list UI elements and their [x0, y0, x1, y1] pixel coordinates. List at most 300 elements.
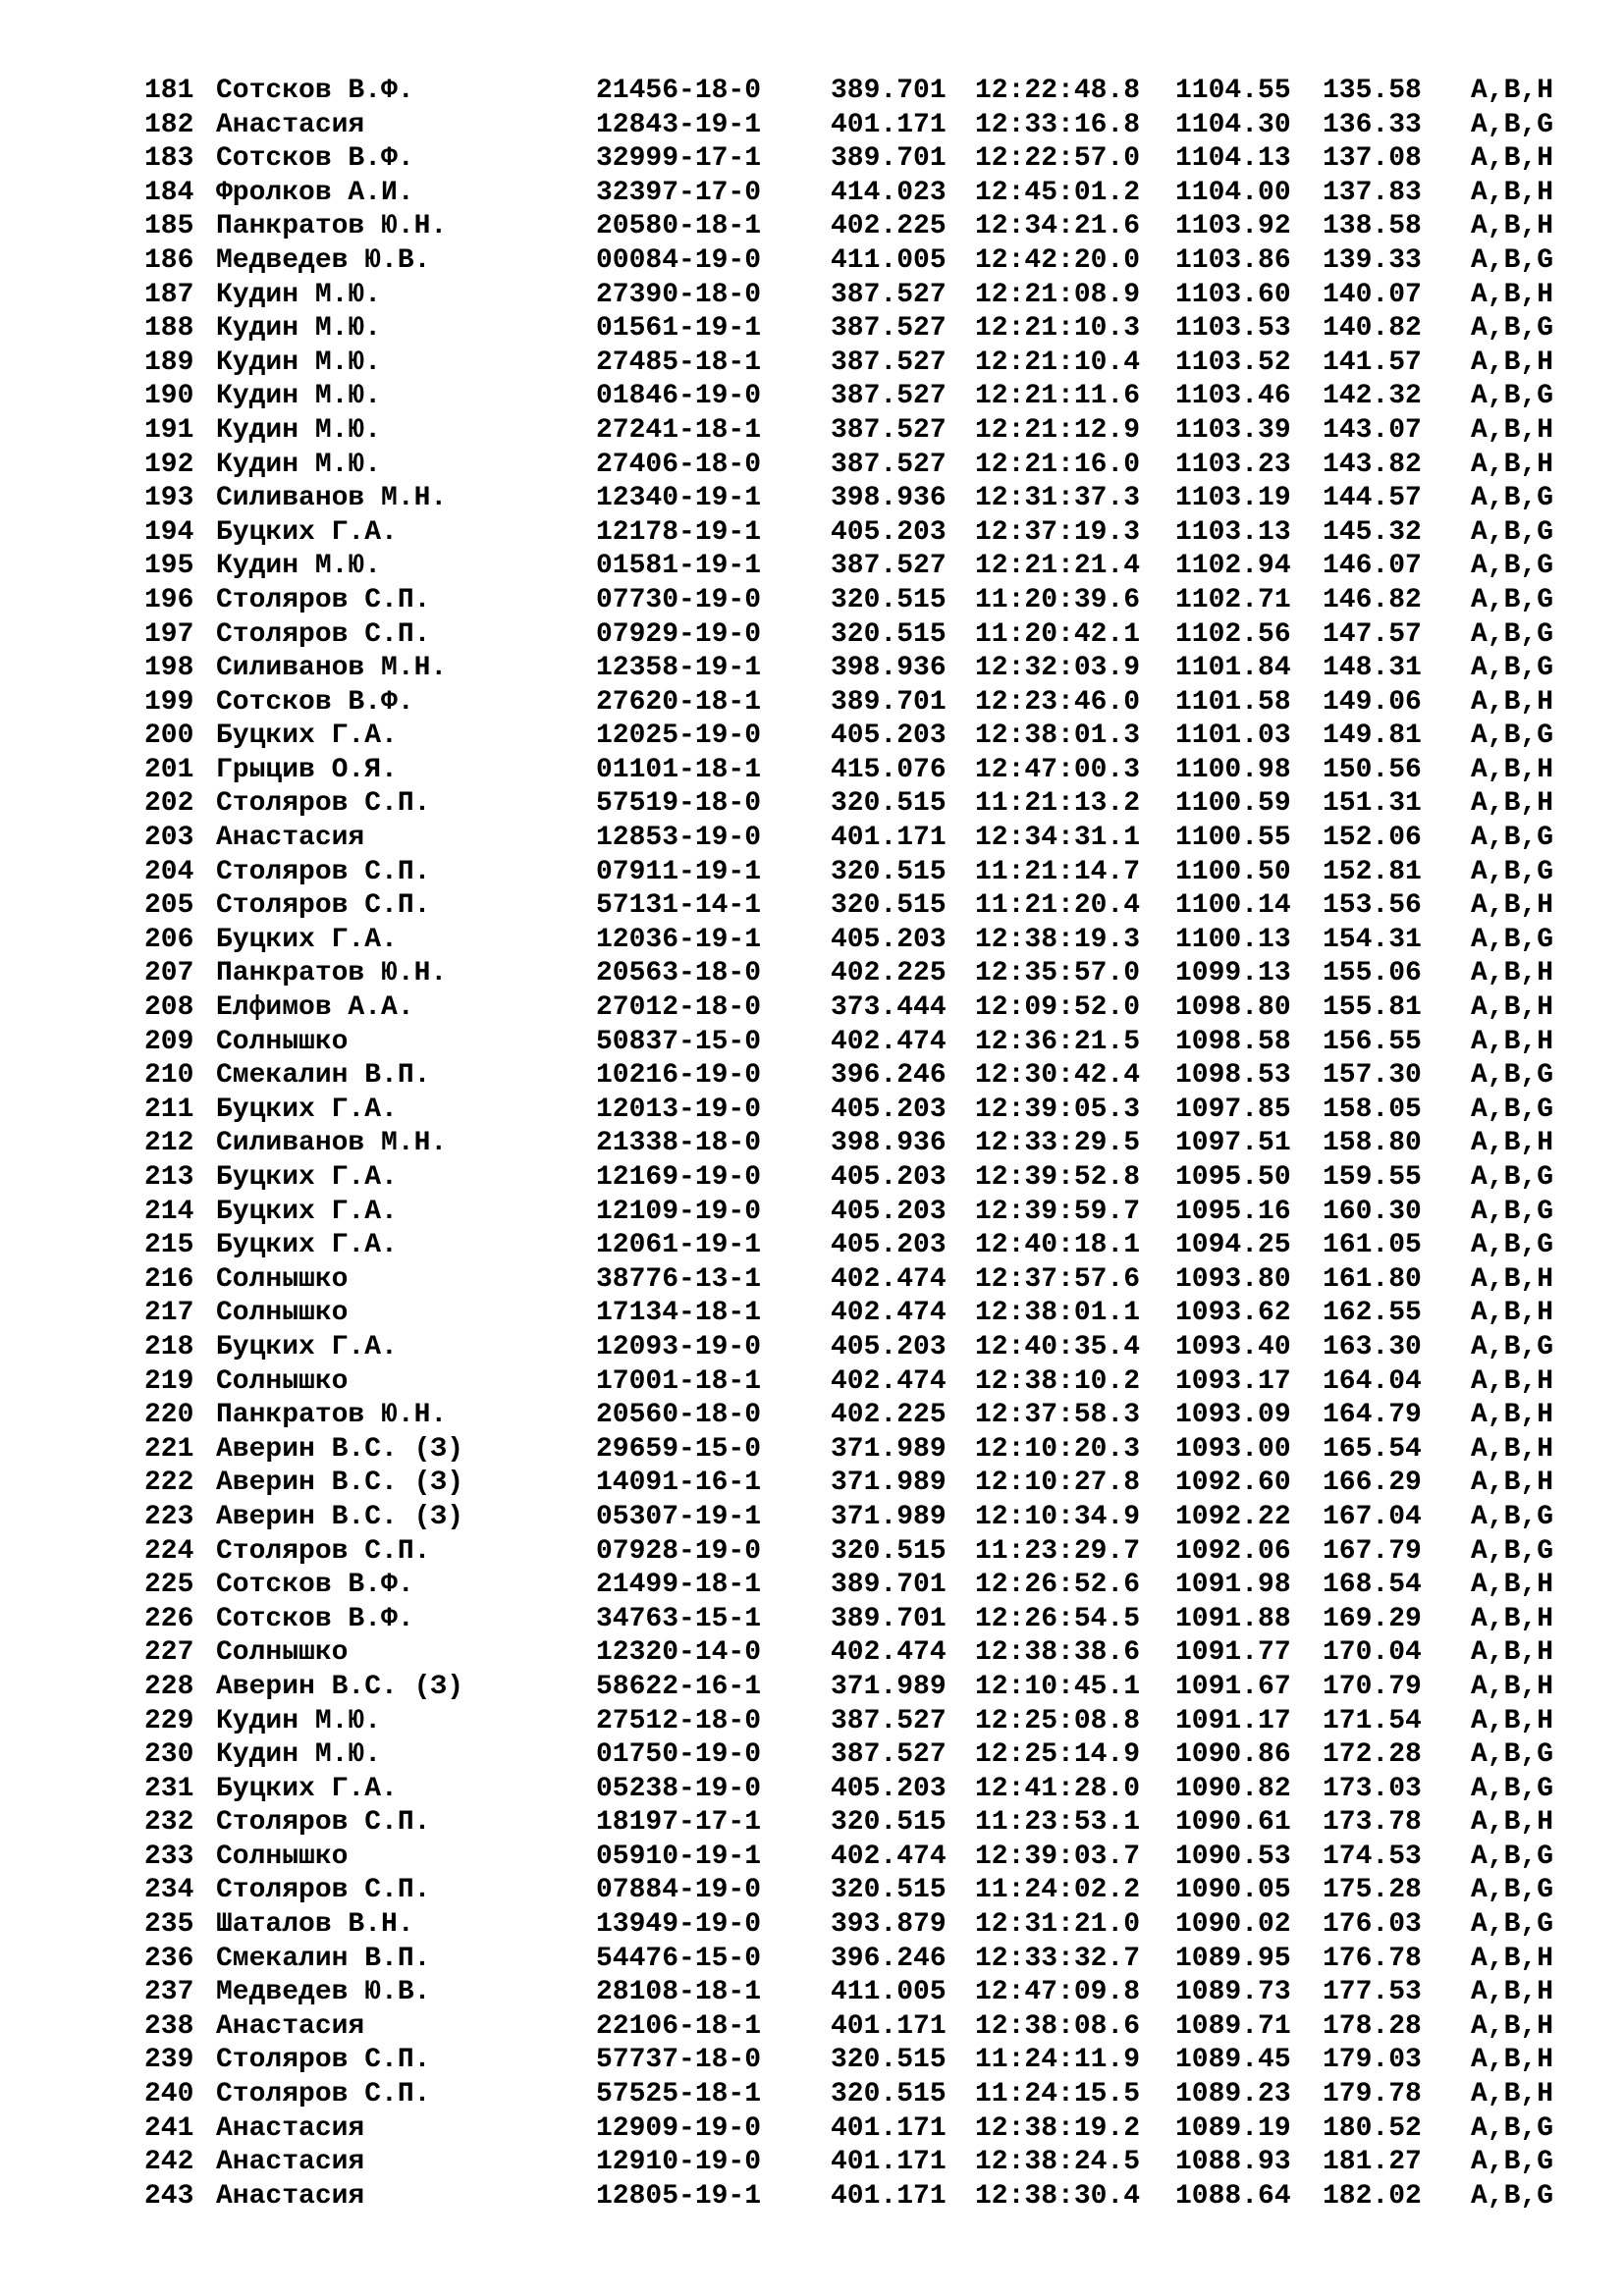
row-coefficient: 151.31: [1323, 788, 1422, 820]
row-name: Столяров С.П.: [216, 618, 431, 650]
row-place: 207: [144, 958, 194, 989]
table-row: [144, 1908, 1558, 1943]
row-arrival-time: 12:21:10.3: [975, 313, 1141, 345]
row-name: Кудин М.Ю.: [216, 1739, 382, 1771]
row-place: 192: [144, 449, 194, 480]
row-coefficient: 181.27: [1323, 2147, 1422, 2178]
row-name: Силиванов М.Н.: [216, 1128, 448, 1159]
row-ring-number: 05307-19-1: [596, 1501, 762, 1532]
row-name: Елфимов А.А.: [216, 992, 414, 1024]
row-coefficient: 179.78: [1323, 2079, 1422, 2110]
row-ring-number: 27485-18-1: [596, 347, 762, 378]
row-speed: 1093.40: [1175, 1331, 1291, 1362]
row-flags: A,B,G: [1471, 1535, 1554, 1567]
row-flags: A,B,G: [1471, 1739, 1554, 1771]
row-distance: 402.225: [831, 1400, 947, 1431]
row-place: 223: [144, 1501, 194, 1532]
row-speed: 1091.67: [1175, 1671, 1291, 1702]
table-row: [144, 1127, 1558, 1161]
row-flags: A,B,G: [1471, 381, 1554, 412]
row-name: Смекалин В.П.: [216, 1060, 431, 1092]
row-place: 209: [144, 1026, 194, 1057]
row-ring-number: 13949-19-0: [596, 1909, 762, 1941]
row-distance: 405.203: [831, 924, 947, 955]
row-arrival-time: 12:21:10.4: [975, 347, 1141, 378]
row-name: Аверин В.С. (З): [216, 1501, 464, 1532]
row-coefficient: 164.79: [1323, 1400, 1422, 1431]
row-arrival-time: 12:39:59.7: [975, 1196, 1141, 1227]
row-flags: A,B,G: [1471, 244, 1554, 276]
row-ring-number: 27406-18-0: [596, 449, 762, 480]
table-row: [144, 1841, 1558, 1875]
row-arrival-time: 12:37:19.3: [975, 516, 1141, 548]
row-name: Кудин М.Ю.: [216, 347, 382, 378]
row-place: 199: [144, 686, 194, 718]
row-ring-number: 12061-19-1: [596, 1230, 762, 1261]
row-name: Кудин М.Ю.: [216, 414, 382, 446]
row-place: 187: [144, 279, 194, 310]
row-flags: A,B,G: [1471, 584, 1554, 615]
row-distance: 387.527: [831, 449, 947, 480]
row-arrival-time: 12:21:21.4: [975, 551, 1141, 582]
row-name: Столяров С.П.: [216, 890, 431, 922]
row-name: Панкратов Ю.Н.: [216, 1400, 448, 1431]
row-name: Столяров С.П.: [216, 1807, 431, 1839]
row-place: 215: [144, 1230, 194, 1261]
row-place: 238: [144, 2010, 194, 2042]
row-flags: A,B,G: [1471, 1230, 1554, 1261]
row-flags: A,B,G: [1471, 1060, 1554, 1092]
row-place: 240: [144, 2079, 194, 2110]
row-ring-number: 12109-19-0: [596, 1196, 762, 1227]
table-row: [144, 2010, 1558, 2045]
row-speed: 1098.80: [1175, 992, 1291, 1024]
row-speed: 1101.58: [1175, 686, 1291, 718]
row-flags: A,B,H: [1471, 1365, 1554, 1397]
row-flags: A,B,H: [1471, 2045, 1554, 2076]
row-speed: 1093.09: [1175, 1400, 1291, 1431]
row-flags: A,B,H: [1471, 1468, 1554, 1499]
row-ring-number: 05910-19-1: [596, 1841, 762, 1872]
row-flags: A,B,H: [1471, 2010, 1554, 2042]
table-row: [144, 1331, 1558, 1365]
table-row: [144, 1467, 1558, 1501]
row-place: 195: [144, 551, 194, 582]
row-ring-number: 01750-19-0: [596, 1739, 762, 1771]
row-arrival-time: 12:22:57.0: [975, 143, 1141, 175]
row-ring-number: 21338-18-0: [596, 1128, 762, 1159]
row-coefficient: 172.28: [1323, 1739, 1422, 1771]
row-arrival-time: 12:10:27.8: [975, 1468, 1141, 1499]
row-coefficient: 139.33: [1323, 244, 1422, 276]
row-coefficient: 173.78: [1323, 1807, 1422, 1839]
row-distance: 371.989: [831, 1468, 947, 1499]
table-row: [144, 1161, 1558, 1196]
row-distance: 373.444: [831, 992, 947, 1024]
table-row: [144, 2180, 1558, 2215]
row-arrival-time: 11:23:29.7: [975, 1535, 1141, 1567]
row-ring-number: 12358-19-1: [596, 653, 762, 684]
row-coefficient: 150.56: [1323, 754, 1422, 785]
table-row: [144, 822, 1558, 856]
row-name: Кудин М.Ю.: [216, 279, 382, 310]
row-speed: 1102.94: [1175, 551, 1291, 582]
row-name: Буцких Г.А.: [216, 1230, 398, 1261]
row-flags: A,B,H: [1471, 76, 1554, 106]
row-distance: 387.527: [831, 347, 947, 378]
table-row: [144, 1433, 1558, 1468]
row-place: 218: [144, 1331, 194, 1362]
row-coefficient: 140.07: [1323, 279, 1422, 310]
row-arrival-time: 12:22:48.8: [975, 76, 1141, 106]
row-name: Сотсков В.Ф.: [216, 76, 414, 106]
row-arrival-time: 11:21:14.7: [975, 856, 1141, 887]
row-arrival-time: 12:47:00.3: [975, 754, 1141, 785]
row-coefficient: 170.04: [1323, 1637, 1422, 1669]
row-place: 241: [144, 2112, 194, 2144]
row-name: Столяров С.П.: [216, 1875, 431, 1906]
row-arrival-time: 12:23:46.0: [975, 686, 1141, 718]
row-arrival-time: 12:26:54.5: [975, 1603, 1141, 1634]
table-row: [144, 1501, 1558, 1535]
table-row: [144, 1399, 1558, 1433]
row-coefficient: 164.04: [1323, 1365, 1422, 1397]
table-row: [144, 279, 1558, 313]
row-name: Солнышко: [216, 1365, 349, 1397]
row-ring-number: 27241-18-1: [596, 414, 762, 446]
row-arrival-time: 12:09:52.0: [975, 992, 1141, 1024]
row-flags: A,B,H: [1471, 414, 1554, 446]
row-name: Буцких Г.А.: [216, 1094, 398, 1125]
row-speed: 1089.23: [1175, 2079, 1291, 2110]
row-speed: 1100.55: [1175, 823, 1291, 854]
row-ring-number: 07730-19-0: [596, 584, 762, 615]
row-distance: 371.989: [831, 1501, 947, 1532]
row-distance: 414.023: [831, 177, 947, 208]
row-name: Кудин М.Ю.: [216, 449, 382, 480]
row-arrival-time: 12:30:42.4: [975, 1060, 1141, 1092]
row-place: 236: [144, 1943, 194, 1974]
row-ring-number: 12843-19-1: [596, 109, 762, 140]
row-ring-number: 20563-18-0: [596, 958, 762, 989]
row-flags: A,B,G: [1471, 1162, 1554, 1193]
table-row: [144, 1705, 1558, 1739]
table-row: [144, 1943, 1558, 1977]
row-place: 196: [144, 584, 194, 615]
table-row: [144, 1569, 1558, 1603]
row-speed: 1090.53: [1175, 1841, 1291, 1872]
row-place: 198: [144, 653, 194, 684]
row-ring-number: 07884-19-0: [596, 1875, 762, 1906]
row-coefficient: 163.30: [1323, 1331, 1422, 1362]
row-speed: 1088.93: [1175, 2147, 1291, 2178]
row-name: Буцких Г.А.: [216, 721, 398, 752]
row-coefficient: 167.79: [1323, 1535, 1422, 1567]
row-name: Смекалин В.П.: [216, 1943, 431, 1974]
row-speed: 1090.05: [1175, 1875, 1291, 1906]
row-arrival-time: 12:26:52.6: [975, 1570, 1141, 1601]
row-coefficient: 135.58: [1323, 76, 1422, 106]
row-place: 230: [144, 1739, 194, 1771]
table-row: [144, 584, 1558, 618]
row-arrival-time: 12:33:16.8: [975, 109, 1141, 140]
row-coefficient: 137.08: [1323, 143, 1422, 175]
row-ring-number: 28108-18-1: [596, 1977, 762, 2008]
row-arrival-time: 12:38:38.6: [975, 1637, 1141, 1669]
row-arrival-time: 12:21:11.6: [975, 381, 1141, 412]
row-speed: 1104.13: [1175, 143, 1291, 175]
row-distance: 389.701: [831, 143, 947, 175]
row-ring-number: 17134-18-1: [596, 1298, 762, 1329]
row-ring-number: 57525-18-1: [596, 2079, 762, 2110]
row-distance: 405.203: [831, 1162, 947, 1193]
table-row: [144, 2078, 1558, 2112]
row-distance: 320.515: [831, 584, 947, 615]
row-ring-number: 54476-15-0: [596, 1943, 762, 1974]
row-ring-number: 12178-19-1: [596, 516, 762, 548]
row-coefficient: 152.06: [1323, 823, 1422, 854]
row-distance: 387.527: [831, 279, 947, 310]
row-place: 239: [144, 2045, 194, 2076]
row-name: Грыцив О.Я.: [216, 754, 398, 785]
table-row: [144, 2112, 1558, 2147]
row-flags: A,B,H: [1471, 1943, 1554, 1974]
row-speed: 1101.03: [1175, 721, 1291, 752]
row-name: Шаталов В.Н.: [216, 1909, 414, 1941]
row-distance: 396.246: [831, 1060, 947, 1092]
row-distance: 371.989: [831, 1671, 947, 1702]
row-flags: A,B,H: [1471, 1570, 1554, 1601]
row-coefficient: 178.28: [1323, 2010, 1422, 2042]
row-distance: 398.936: [831, 653, 947, 684]
row-arrival-time: 12:38:19.3: [975, 924, 1141, 955]
row-ring-number: 12805-19-1: [596, 2180, 762, 2212]
row-speed: 1099.13: [1175, 958, 1291, 989]
table-row: [144, 380, 1558, 414]
row-place: 224: [144, 1535, 194, 1567]
row-speed: 1104.00: [1175, 177, 1291, 208]
table-row: [144, 109, 1558, 143]
table-row: [144, 312, 1558, 347]
row-name: Аверин В.С. (З): [216, 1433, 464, 1465]
row-flags: A,B,G: [1471, 1501, 1554, 1532]
row-speed: 1091.17: [1175, 1705, 1291, 1736]
row-coefficient: 174.53: [1323, 1841, 1422, 1872]
row-ring-number: 57131-14-1: [596, 890, 762, 922]
table-row: [144, 75, 1558, 109]
row-speed: 1100.13: [1175, 924, 1291, 955]
row-ring-number: 20560-18-0: [596, 1400, 762, 1431]
row-speed: 1103.19: [1175, 483, 1291, 514]
row-coefficient: 156.55: [1323, 1026, 1422, 1057]
row-arrival-time: 12:10:20.3: [975, 1433, 1141, 1465]
row-coefficient: 182.02: [1323, 2180, 1422, 2212]
row-coefficient: 177.53: [1323, 1977, 1422, 2008]
row-coefficient: 155.06: [1323, 958, 1422, 989]
row-speed: 1095.16: [1175, 1196, 1291, 1227]
row-coefficient: 179.03: [1323, 2045, 1422, 2076]
row-coefficient: 160.30: [1323, 1196, 1422, 1227]
row-speed: 1091.98: [1175, 1570, 1291, 1601]
row-distance: 387.527: [831, 551, 947, 582]
row-arrival-time: 11:20:39.6: [975, 584, 1141, 615]
row-distance: 402.225: [831, 958, 947, 989]
row-speed: 1089.71: [1175, 2010, 1291, 2042]
row-ring-number: 27390-18-0: [596, 279, 762, 310]
row-speed: 1104.55: [1175, 76, 1291, 106]
row-arrival-time: 12:38:24.5: [975, 2147, 1141, 2178]
row-name: Солнышко: [216, 1263, 349, 1295]
row-name: Анастасия: [216, 2147, 365, 2178]
row-coefficient: 143.07: [1323, 414, 1422, 446]
row-name: Кудин М.Ю.: [216, 1705, 382, 1736]
row-name: Сотсков В.Ф.: [216, 143, 414, 175]
row-arrival-time: 12:21:16.0: [975, 449, 1141, 480]
row-name: Анастасия: [216, 823, 365, 854]
row-flags: A,B,H: [1471, 754, 1554, 785]
row-name: Солнышко: [216, 1637, 349, 1669]
row-ring-number: 58622-16-1: [596, 1671, 762, 1702]
row-coefficient: 171.54: [1323, 1705, 1422, 1736]
row-speed: 1089.73: [1175, 1977, 1291, 2008]
row-coefficient: 138.58: [1323, 211, 1422, 242]
row-place: 194: [144, 516, 194, 548]
row-flags: A,B,H: [1471, 958, 1554, 989]
row-place: 221: [144, 1433, 194, 1465]
row-arrival-time: 12:38:01.1: [975, 1298, 1141, 1329]
row-speed: 1097.51: [1175, 1128, 1291, 1159]
row-coefficient: 155.81: [1323, 992, 1422, 1024]
row-distance: 401.171: [831, 2147, 947, 2178]
table-row: [144, 787, 1558, 822]
row-distance: 320.515: [831, 1807, 947, 1839]
row-name: Буцких Г.А.: [216, 1331, 398, 1362]
table-row: [144, 754, 1558, 788]
row-ring-number: 50837-15-0: [596, 1026, 762, 1057]
row-distance: 320.515: [831, 856, 947, 887]
row-arrival-time: 12:45:01.2: [975, 177, 1141, 208]
row-place: 200: [144, 721, 194, 752]
row-arrival-time: 11:20:42.1: [975, 618, 1141, 650]
row-distance: 396.246: [831, 1943, 947, 1974]
row-distance: 402.474: [831, 1263, 947, 1295]
row-speed: 1089.19: [1175, 2112, 1291, 2144]
row-arrival-time: 11:21:20.4: [975, 890, 1141, 922]
table-row: [144, 244, 1558, 279]
row-distance: 401.171: [831, 823, 947, 854]
row-speed: 1102.56: [1175, 618, 1291, 650]
row-ring-number: 12013-19-0: [596, 1094, 762, 1125]
row-ring-number: 57737-18-0: [596, 2045, 762, 2076]
row-distance: 402.474: [831, 1841, 947, 1872]
row-speed: 1090.82: [1175, 1773, 1291, 1804]
table-row: [144, 1297, 1558, 1331]
row-flags: A,B,G: [1471, 721, 1554, 752]
row-arrival-time: 12:10:45.1: [975, 1671, 1141, 1702]
row-distance: 405.203: [831, 1331, 947, 1362]
row-place: 186: [144, 244, 194, 276]
row-coefficient: 165.54: [1323, 1433, 1422, 1465]
row-speed: 1097.85: [1175, 1094, 1291, 1125]
row-place: 185: [144, 211, 194, 242]
row-distance: 402.474: [831, 1365, 947, 1397]
table-row: [144, 1535, 1558, 1570]
row-speed: 1088.64: [1175, 2180, 1291, 2212]
row-speed: 1093.00: [1175, 1433, 1291, 1465]
row-distance: 405.203: [831, 721, 947, 752]
table-row: [144, 347, 1558, 381]
row-place: 211: [144, 1094, 194, 1125]
row-ring-number: 38776-13-1: [596, 1263, 762, 1295]
row-name: Анастасия: [216, 109, 365, 140]
row-flags: A,B,H: [1471, 1263, 1554, 1295]
row-speed: 1092.06: [1175, 1535, 1291, 1567]
row-arrival-time: 12:40:18.1: [975, 1230, 1141, 1261]
row-name: Столяров С.П.: [216, 788, 431, 820]
row-speed: 1094.25: [1175, 1230, 1291, 1261]
row-coefficient: 148.31: [1323, 653, 1422, 684]
row-coefficient: 176.78: [1323, 1943, 1422, 1974]
row-arrival-time: 12:38:01.3: [975, 721, 1141, 752]
row-place: 232: [144, 1807, 194, 1839]
row-speed: 1103.53: [1175, 313, 1291, 345]
row-name: Кудин М.Ю.: [216, 551, 382, 582]
row-place: 184: [144, 177, 194, 208]
row-coefficient: 158.80: [1323, 1128, 1422, 1159]
row-distance: 320.515: [831, 2079, 947, 2110]
row-distance: 405.203: [831, 1094, 947, 1125]
row-ring-number: 05238-19-0: [596, 1773, 762, 1804]
row-speed: 1103.86: [1175, 244, 1291, 276]
row-distance: 405.203: [831, 1196, 947, 1227]
row-speed: 1091.77: [1175, 1637, 1291, 1669]
row-place: 233: [144, 1841, 194, 1872]
row-place: 183: [144, 143, 194, 175]
row-name: Фролков А.И.: [216, 177, 414, 208]
table-row: [144, 1094, 1558, 1128]
row-ring-number: 20580-18-1: [596, 211, 762, 242]
row-distance: 320.515: [831, 1535, 947, 1567]
row-place: 205: [144, 890, 194, 922]
row-place: 202: [144, 788, 194, 820]
row-coefficient: 136.33: [1323, 109, 1422, 140]
row-flags: A,B,G: [1471, 653, 1554, 684]
row-name: Сотсков В.Ф.: [216, 686, 414, 718]
table-row: [144, 1636, 1558, 1671]
row-arrival-time: 12:31:37.3: [975, 483, 1141, 514]
row-coefficient: 145.32: [1323, 516, 1422, 548]
row-arrival-time: 12:42:20.0: [975, 244, 1141, 276]
row-coefficient: 159.55: [1323, 1162, 1422, 1193]
table-row: [144, 550, 1558, 584]
results-table: [144, 75, 1558, 2214]
table-row: [144, 856, 1558, 890]
row-place: 226: [144, 1603, 194, 1634]
row-flags: A,B,H: [1471, 686, 1554, 718]
row-flags: A,B,G: [1471, 551, 1554, 582]
row-ring-number: 00084-19-0: [596, 244, 762, 276]
row-coefficient: 175.28: [1323, 1875, 1422, 1906]
row-speed: 1089.45: [1175, 2045, 1291, 2076]
row-arrival-time: 11:24:15.5: [975, 2079, 1141, 2110]
row-coefficient: 167.04: [1323, 1501, 1422, 1532]
row-ring-number: 27620-18-1: [596, 686, 762, 718]
row-place: 243: [144, 2180, 194, 2212]
table-row: [144, 1059, 1558, 1094]
row-speed: 1103.52: [1175, 347, 1291, 378]
row-arrival-time: 12:33:32.7: [975, 1943, 1141, 1974]
row-ring-number: 17001-18-1: [596, 1365, 762, 1397]
